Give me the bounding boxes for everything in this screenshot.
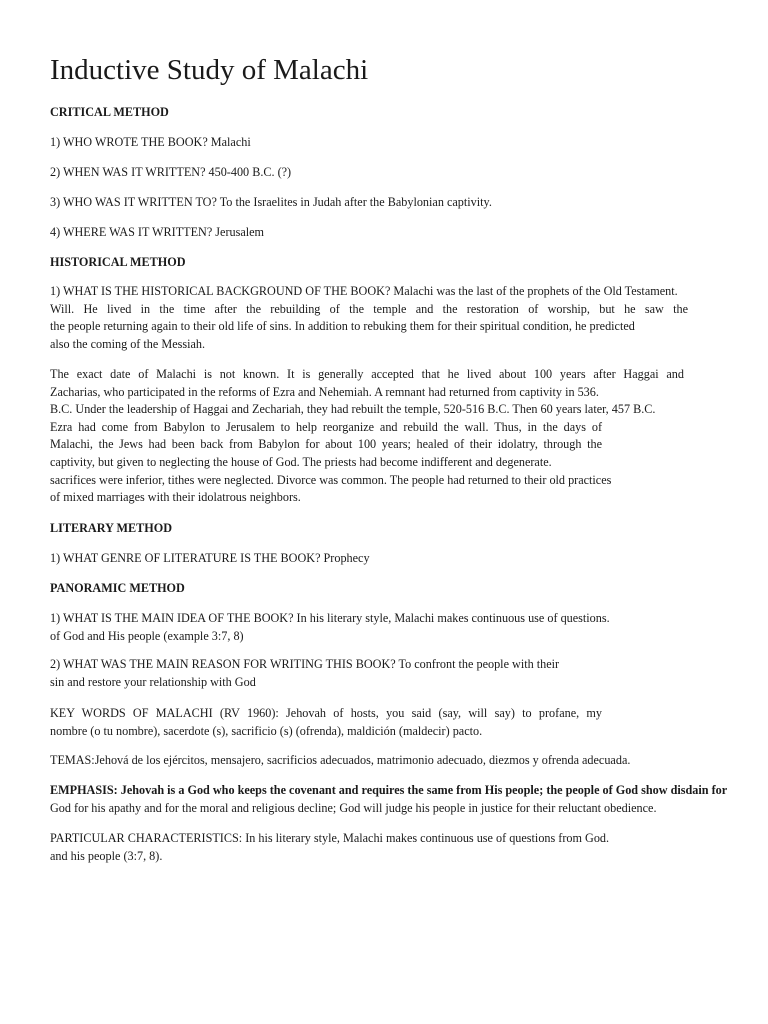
paragraph-line: 1) WHAT IS THE MAIN IDEA OF THE BOOK? In his literary style, Malachi makes continuous use of questions. [50,611,610,625]
paragraph-line: the people returning again to their old life of sins. In addition to rebuking them for their spiritual condition, he predicted [50,319,635,334]
panoramic-question-2 [50,656,559,691]
critical-question-4: 4) WHERE WAS IT WRITTEN? Jerusalem [50,225,265,239]
critical-question-3: 3) WHO WAS IT WRITTEN TO? To the Israelites in Judah after the Babylonian captivity. [50,195,492,209]
paragraph-line: Malachi, the Jews had been back from Babylon for about 100 years; healed of their idolatry, through the [50,437,602,452]
paragraph-line: sacrifices were inferior, tithes were neglected. Divorce was common. The people had returned to their old practices [50,472,612,487]
document-title: Inductive Study of Malachi [50,54,369,86]
paragraph-line: Will. He lived in the time after the rebuilding of the temple and the restoration of worship, but he saw the [50,301,688,316]
paragraph-line: The exact date of Malachi is not known. It is generally accepted that he lived about 100 years after Haggai and [50,367,684,381]
paragraph-line: PARTICULAR CHARACTERISTICS: In his literary style, Malachi makes continuous use of questions from God. [50,831,610,845]
particular-characteristics-paragraph [50,830,609,865]
paragraph-line: sin and restore your relationship with God [50,674,256,689]
critical-question-2: 2) WHEN WAS IT WRITTEN? 450-400 B.C. (?) [50,165,292,179]
paragraph-line: EMPHASIS: Jehovah is a God who keeps the covenant and requires the same from His people; the people of God show disdain for [50,783,728,797]
emphasis-paragraph [50,782,727,817]
paragraph-line: God for his apathy and for the moral and religious decline; God will judge his people in justice for their reluctant obedience. [50,800,657,815]
paragraph-line: KEY WORDS OF MALACHI (RV 1960): Jehovah of hosts, you said (say, will say) to profane, my [50,706,602,720]
literary-question-1: 1) WHAT GENRE OF LITERATURE IS THE BOOK? Prophecy [50,551,370,565]
temas-line: TEMAS:Jehová de los ejércitos, mensajero, sacrificios adecuados, matrimonio adecuado, diezmos y ofrenda adecuada. [50,753,631,767]
paragraph-line: B.C. Under the leadership of Haggai and Zechariah, they had rebuilt the temple, 520-516 B.C. Then 60 years later, 457 B.C. [50,402,656,417]
paragraph-line: 2) WHAT WAS THE MAIN REASON FOR WRITING THIS BOOK? To confront the people with their [50,657,560,671]
critical-method-heading: CRITICAL METHOD [50,105,169,119]
paragraph-line: nombre (o tu nombre), sacerdote (s), sacrificio (s) (ofrenda), maldición (maldecir) pacto. [50,723,483,738]
paragraph-line: also the coming of the Messiah. [50,336,206,351]
paragraph-line: of God and His people (example 3:7, 8) [50,628,244,643]
panoramic-method-heading: PANORAMIC METHOD [50,581,185,595]
paragraph-line: captivity, but given to neglecting the house of God. The priests had become indifferent and degenerate. [50,454,552,469]
panoramic-question-1 [50,610,610,645]
historical-date-paragraph [50,366,684,507]
historical-background-paragraph [50,283,688,353]
paragraph-line: 1) WHAT IS THE HISTORICAL BACKGROUND OF THE BOOK? Malachi was the last of the prophets of the Old Testament. [50,284,678,298]
historical-method-heading: HISTORICAL METHOD [50,255,186,269]
key-words-paragraph [50,705,602,740]
paragraph-line: Ezra had come from Babylon to Jerusalem to help reorganize and rebuild the wall. Thus, in the days of [50,419,602,434]
literary-method-heading: LITERARY METHOD [50,521,173,535]
critical-question-1: 1) WHO WROTE THE BOOK? Malachi [50,135,251,149]
paragraph-line: and his people (3:7, 8). [50,848,163,863]
paragraph-line: Zacharias, who participated in the reforms of Ezra and Nehemiah. A remnant had returned from captivity in 536. [50,384,599,399]
paragraph-line: of mixed marriages with their idolatrous neighbors. [50,490,301,505]
